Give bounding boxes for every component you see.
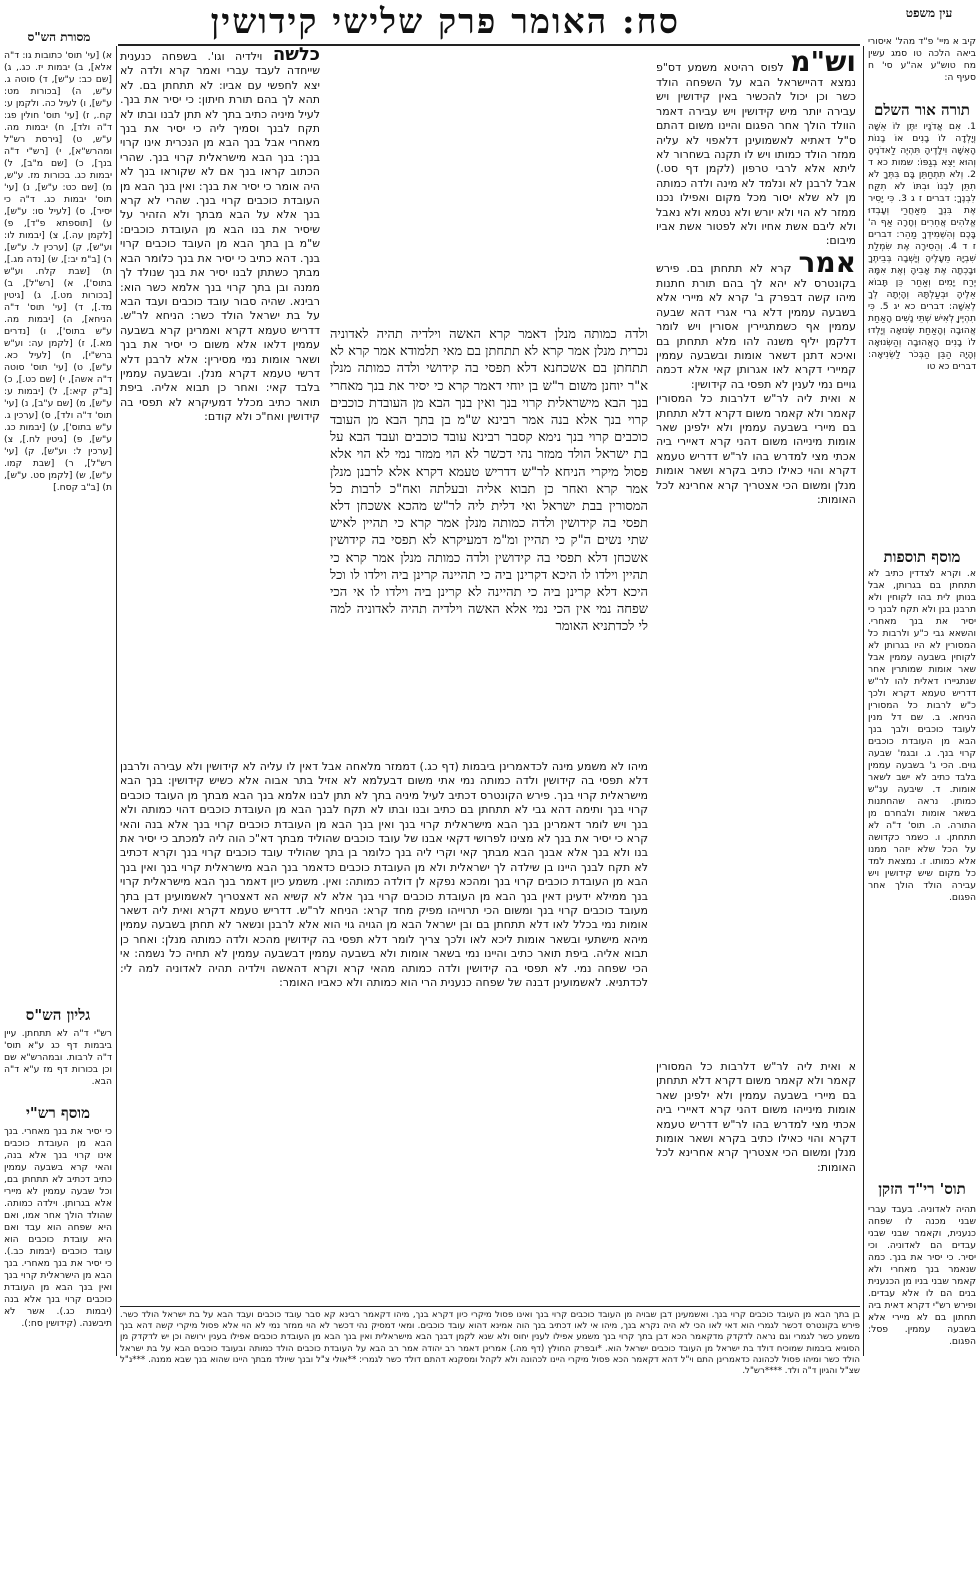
footnotes [120, 1310, 860, 1422]
page-title: סח: האומר פרק שלישי קידושין [210, 2, 680, 42]
tosafot-text-3: א ואית ליה לר"ש דלרבות כל המסורין קאמר ולא קאמר משום דקרא דלא תתחתן בם מיירי בשבעה עממין ולא ילפינן שאר אומות מינייהו משום דהני קרא דאיירי ביה אכתי מצי למדרש בהו לר"ש דדריש טעמא דקרא והוי כאילו כתיב בקרא ושאר אומות מנלן ומשום הכי אצטריך קרא אחרינא לכל האומות: [656, 392, 856, 506]
torah-or-heading: תורה אור השלם [874, 101, 970, 119]
musaf-rashi-column [4, 1126, 112, 1329]
rashi-left-column [120, 44, 321, 758]
rashi-text: וילדיה וגו'. בשפחה כנענית שייחדה לעבד עברי ואמר קרא ולדה לא יצא לחפשי עם אביו: לא תתחתן בם. לא תהא לך בהם תורת חיתון: כי יסיר את בנך. לעיל מיניה כתיב בתך לא תתן לבנו ובתו לא תקח לבנך וסמיך ליה כי יסיר את בנך מאחרי אבל בנך הבא מן הנכרית אינו קרוי בנך: בנך הבא מישראלית קרוי בנך. שהרי הכתוב קראו בנך אם לא שקוראו בנך לא היה אומר כי יסיר את בנך: ואין בנך הבא מן העובדת כוכבים קרוי בנך. שהרי לא קרא בנך אלא על הבא מבתך ולא הזהיר על שיסיר את בנו הבא מן העובדת כוכבים: ש"מ בן בתך הבא מן העובד כוכבים קרוי בנך. דהא כתיב כי יסיר את בנך כלומר הבא מבתך כשתתן לבנו יסיר את בנך שנולד לך ממנה ובן בתך קרוי בנך אלמא כשר הוא: רבינא. שהיה סבור עובד כוכבים ועבד הבא על בת ישראל הולד כשר: הניחא לר"ש. דדריש טעמא דקרא ואמרינן קרא בשבעה עממין דלאו אלא משום כי יסיר את בנך ושאר אומות נמי מסירין: אלא לרבנן דלא דרשי טעמא דקרא מנלן. ובשבעה עממין בלבד קאי: ואחר כן תבוא אליה. ביפת תואר כתיב מכלל דמעיקרא לא תפסי בה קידושין ואח"כ ולא קודם: [120, 50, 320, 424]
left-column-rule [116, 46, 117, 1356]
ein-mishpat-label: עין משפט [905, 6, 953, 20]
musaf-tosafot-heading: מוסף תוספות [883, 548, 961, 566]
gemara-block [330, 326, 648, 756]
commentary-bottom [120, 760, 648, 1302]
tos-rid-column [868, 1204, 976, 1404]
musaf-rashi-heading: מוסף רש"י [26, 1104, 90, 1122]
footnote-rule [120, 1306, 860, 1307]
musaf-tosafot-text: א. וקרא לצדדין כתיב לא תתחתן בם בגרותן, אבל בנותן לית בהו לקוחין ולא תרבנן בנן ולא תקח לבנך כי יסיר את בנך מאחרי. והשאא גבי כ"ע ולרבות כל המסורין לא היו בגרותן לא לקוחין בשבעה עממין אבל שאר אומות שמותרין אחר שנתגיירו דאלית להו לר"ש דדריש טעמא דקרא ולכך כ"ש לרבות כל המסורין הניחא. ב. שם דל מנין לעובד כוכבים ולבך בנך הבא מן העובדת כוכבים קרוי בנך. ג. ובגמ' שבעה גוים. הכי ג' בשבעה עממין בלבד כתיב לא ישב לשאר אומות. ד. שיבעה ענ"ש כמותן. נראה שהחתנות בשאר אומות ולבחרם מן התורה. ה. תוס' ד"ה לא תתחתן. ו. כשמר כקדושה על הכל שלא יזהר ממנו אלא כמותו. ז. נמצאת למד כל מקום שיש קידושין ויש עבירה הולד הולך אחר הפגום. [868, 568, 976, 903]
tosafot-lead-word-2: אמר [798, 245, 856, 279]
tosafot-lead-word: וש"מ [790, 45, 856, 78]
musaf-tosafot-column [868, 568, 976, 1580]
masoret-column [4, 50, 112, 1000]
torah-or-text: 1. אִם אֲדֹנָיו יִתֶּן לוֹ אִשָּׁה וְיָלְדָה לוֹ בָנִים אוֹ בָנוֹת הָאִשָּׁה וִילָדֶיהָ תִּהְיֶה לַאדֹנֶיהָ וְהוּא יֵצֵא בְגַפּוֹ: שמות כא ד 2. וְלֹא תִתְחַתֵּן בָּם בִּתְּךָ לֹא תִתֵּן לִבְנוֹ וּבִתּוֹ לֹא תִקַּח לִבְנֶךָ: דברים ז ג 3. כִּי יָסִיר אֶת בִּנְךָ מֵאַחֲרַי וְעָבְדוּ אֱלֹהִים אֲחֵרִים וְחָרָה אַף ה' בָּכֶם וְהִשְׁמִידְךָ מַהֵר: דברים ז ד 4. וְהֵסִירָה אֶת שִׂמְלַת שִׁבְיָהּ מֵעָלֶיהָ וְיָשְׁבָה בְּבֵיתֶךָ וּבָכְתָה אֶת אָבִיהָ וְאֶת אִמָּהּ יֶרַח יָמִים וְאַחַר כֵּן תָּבוֹא אֵלֶיהָ וּבְעַלְתָּהּ וְהָיְתָה לְךָ לְאִשָּׁה: דברים כא יג 5. כִּי תִהְיֶיןָ לְאִישׁ שְׁתֵּי נָשִׁים הָאַחַת אֲהוּבָה וְהָאַחַת שְׂנוּאָה וְיָלְדוּ לוֹ בָנִים הָאֲהוּבָה וְהַשְּׂנוּאָה וְהָיָה הַבֵּן הַבְּכֹר לַשְּׂנִיאָה: דברים כא טו [868, 121, 976, 372]
ein-mishpat-header [884, 6, 974, 20]
tosafot-right-bottom-text: א ואית ליה לר"ש דלרבות כל המסורין קאמר ולא קאמר משום דקרא דלא תתחתן בם מיירי בשבעה עממין ולא ילפינן שאר אומות מינייהו משום דהני קרא דאיירי ביה אכתי מצי למדרש בהו לר"ש דדריש טעמא דקרא והוי כאילו כתיב בקרא ושאר אומות מנלן ומשום הכי אצטריך קרא אחרינא לכל האומות: [656, 1060, 856, 1174]
footnotes-text: בן בתך הבא מן העובד כוכבים קרוי בנך. ואשמעינן דבן שבויה מן העובד כוכבים קרוי בנך ואינו פסול מיקרי כיון דקרא בנך, מיהו דקאמר רבינא קא סבר עובד כוכבים ועבד הבא על בת ישראל הולד כשר. פירש בקונטרס דכשר לגמרי הוא דאי לאו הכי לא היה נקרא בנך, מיהו אי לאו דכתיב בנך הוה אמינא דהוא עובד כוכבים. ומאי דמסיק נהי דכשר לא הוי ממזר נמי לא הוי אלא פסול מיקרי קשה דהא בנך משמע כשר לגמרי וגם נראה לדקדק מדקאמר הכא דבן בתך קרוי בנך משמע אפילו לענין יחוס ולא שנא לקמן דבנך הבא מישראלית ואין בנך הבא מן העובדת כוכבים אפילו בענין ירושה וכן יש לדקדק מן הסוגיא ביבמות שמוכיח דולד בת ישראל מן העובד כוכבים ישראל הוא. *ובפרק החולץ (דף מה.) אמרינן דאמר רב יהודה אמר רב הבא על העובדת כוכבים הולד כמותה ובעובד כוכבים הבא על בת ישראל הולד כשר ומיהו פסול לכהונה כדאמרינן התם וי"ל דהא דקאמר הכא פסול מיקרי היינו לכהונה ולא לקהל ומסקנא דהתם דולד כשר לגמרי: **אולי צ"ל ובנך שיולד מבתך היינו שהוא בנך שבא ממנה. ***נ"ל שצ"ל והגיון ד"ה ולד. ****רש"ל. [120, 1310, 860, 1377]
tos-rid-text: תהיה לאדוניה. בעבד עברי שבני מכנה לו שפחה כנענית, וקאמר שבני שבני עבדים הם לאדוניה. וכי יסיר. כי יסיר את בנך. כמה שנאמר בנך מאחרי ולא קאמר שבני בניו מן הכנענית בנים הם לו אלא עבדים. ופירש רש"י דקרא דאית ביה תחתון בם לא מיירי אלא בשבעה עממין. פסל: הפגום. [868, 1204, 976, 1347]
gemara-text-a: ולדה כמותה מנלן דאמר קרא האשה וילדיה תהיה לאדוניה נכרית מנלן אמר קרא לא תתחתן בם מאי תלמודא אמר קרא לא תתחתן בם אשכחנא דלא תפסי בה קידושי ולדה כמותה מנלן א"ר יוחנן משום ר"ש בן יוחי דאמר קרא כי יסיר את בנך מאחרי בנך הבא מישראלית קרוי בנך ואין בנך הבא מן העובדת כוכבים קרוי בנך אלא בנה אמר רבינא ש"מ בן בתך הבא מן העובד כוכבים קרוי בנך נימא קסבר רבינא עובד כוכבים ועבד הבא על בת ישראל הולד ממזר נהי דכשר לא הוי ממזר נמי לא הוי אלא פסול מיקרי הניחא לר"ש דדריש טעמא דקרא אלא לרבנן מנלן אמר קרא ואחר כן תבוא אליה ובעלתה ואח"כ לרבות כל המסורין בבת ישראל ואי דלית ליה לר"ש מהכא אשכחן דלא תפסי בה קידושין ולדה כמותה מנלן [330, 327, 648, 532]
tosafot-right-column [656, 45, 856, 1058]
gemara-text-b: אמר קרא כי תהיין לאיש שתי נשים ה"ק כי תהיין ומ"מ דמעיקרא לא תפסי בה קידושין אשכחן דלא תפסי בה קידושין ולדה כמותה מנלן אמר קרא כי תהיין וילדו לו היכא דקרינן ביה כי תהיינה קרינן ביה וילדו לו וכל היכא דלא קרינן ביה כי תהיינה לא קרינן ביה וילדו לו אי הכי שפחה נמי אין הכי נמי אלא האשה וילדיה תהיה לאדוניה למה לי לכדתניא האומר [330, 516, 648, 635]
musaf-rashi-text: כי יסיר את בנך מאחרי. בנך הבא מן העובדת כוכבים אינו קרוי בנך אלא בנה, והאי קרא בשבעה עממין כתיב דכתיב לא תתחתן בם, וכל שבעה עממין לא מיירי אלא בגרותן. וילדה כמותה. שהולד הולך אחר אמו, ואם היא שפחה הוא עבד ואם היא עובדת כוכבים הוא עובד כוכבים (יבמות כב.). כי יסיר את בנך מאחרי. בנך הבא מן הישראלית קרוי בנך ואין בנך הבא מן העובדת כוכבים קרוי בנך אלא בנה (יבמות כג.). אשר לא תיבשנה. (קידושין סח:). [4, 1126, 112, 1329]
gilyon-column [4, 1028, 112, 1087]
ein-mishpat-column [868, 36, 976, 96]
right-column-rule [863, 46, 864, 1356]
rashi-lead-word: כלשה [272, 44, 321, 65]
masoret-text: א) [עי' תוס' כתובות גו: ד"ה אלא], ב) יבמות יז. כג., ג) [שם כב: ע"ש], ד) סוטה ג. ע"ש, ה) [בכורות מט: ע"ש], ו) לעיל כה. ולקמן ע: קח., ז) [עי' תוס' חולין פג: ד"ה ולד], ח) יבמות מה. ע"ש, ט) [גירסת רש"ל ומהרש"א], י) [רש"י ד"ה בנך], כ) [שם מ"ב], ל) יבמות כג. בכורות מז. ע"ש, מ) [שם כט: ע"ש], נ) [עי' תוס' יבמות כג. ד"ה כי יסיר], ס) [לעיל סו: ע"ש], ע) [תוספתא פ"ד], פ) [לקמן עה.], צ) [יבמות לו: וע"ש], ק) [ערכין ל. ע"ש], ר) [ב"מ יב:], ש) [נדה מג.], ת) [שבת קלח. וע"ש בתוס'], א) [רש"ל], ב) [בכורות מט.], ג) [גיטין מד.], ד) [עי' תוס' ד"ה הניחא], ה) [יבמות מה. ע"ש בתוס'], ו) [נדרים מא.], ז) [לקמן עה: וע"ש ברש"י], ח) [לעיל כא. ע"ש], ט) [עי' תוס' סוטה ד"ה אשה], י) [שם כט.], כ) [ב"ק קיא:], ל) [יבמות ע: ע"ש], מ) [שם ע"ב], נ) [עי' תוס' ד"ה ולד], ס) [ערכין ג. ע"ש בתוס'], ע) [יבמות כג. ע"ש], פ) [גיטין לח.], צ) [ערכין ל: וע"ש], ק) [עי' רש"ל], ר) [שבת קמו. ע"ש], ש) [לקמן סט. ע"ש], ת) [ב"ב קסח.] [4, 50, 112, 493]
gilyon-text: רש"י ד"ה לא תתחתן. עיין ביבמות דף כג ע"א תוס' ד"ה לרבות. ובמהרש"א שם וכן בכורות דף מז ע"א ד"ה הבא. [4, 1028, 112, 1087]
tosafot-right-bottom [656, 1060, 856, 1302]
tos-rid-heading: תוס' רי"ד הזקן [868, 1180, 976, 1199]
header-rule [118, 44, 860, 46]
commentary-bottom-text: מיהו לא משמע מינה לכדאמרינן ביבמות (דף כג.) דממזר מלאחה אבל דאין לו עליה לא קידושין ולא עבירה ולרבנן דלא תפסי בה קידושין ולדה כמותה נמי אתי משום דבעלמא לא אזיל בתר אבוה אלא כשיש קידושין: בנך הבא מישראלית קרוי בנך. פירש הקונטרס דכתיב לעיל מיניה בתך לא תתן לבנו אלמא בנך הבא מבתך מן העובד כוכבים קרוי בנך ותימה דהא גבי לא תתחתן בם כתיב ובנו ובתו לא תקח לבנך הבא מן העובדת כוכבים דהוי כמותה ולא בנך ויש לומר דאמרינן בנך הבא מישראלית קרוי בנך ואין בנך הבא מן העובדת כוכבים קרוי בנך אלא בנה והאי קרא כי יסיר את בנך לא מצינו לפרושי דקאי אבנו של עובד כוכבים שהוליד מבתך דא"כ הוה ליה למכתב כי יסיר את בנו ולא בנך אלא אבנך הבא מבתך קאי וקרי ליה בנך כלומר בן בתך שהוליד עובד כוכבים קרוי בנך וקרא דכתיב לא תקח לבנך היינו בן שילדה לך ישראלית ולא מן העובדת כוכבים כדאמר בנך הבא מישראלית קרוי בנך ואין בנך הבא מן העובדת כוכבים קרוי בנך ומהכא נפקא לן דולדה כמותה: ואין. משמע כיון דאמר בנך הבא מישראלית קרוי בנך ממילא ידעינן דאין בנך הבא מן העובדת כוכבים קרוי בנך אלא לא קשיא הא דאצטריך לאשמועינן דבן בתך מעובד כוכבים קרוי בנך ומשום הכי תרוייהו מפיק מחד קרא: הניחא לר"ש. דדריש טעמא דקרא ואית ליה דשאר אומות נמי בכלל לאו דלא תתחתן בם ובן ישראל הבא מן הגויה גוי הוא אלא לרבנן ונשאר לא תחתן בשבעה עממין מיהא מישתעי ובשאר אומות ליכא לאו ולכך צריך לומר דלא תפסי בה קידושין מהכא ולדה כמותה מנלן: ואחר כן תבוא אליה. ביפת תואר כתיב והיינו נמי בשאר אומות ולא בשבעה עממין דבשבעה עממין לא תחיה כל נשמה: אי הכי שפחה נמי. לא תפסי בה קידושין ולדה כמותה מהאי קרא וקרא דהאשה וילדיה תהיה לאדוניה למה לי: לכדתניא. לאשמועינן דבנה של שפחה כנענית הרי הוא כמותה ולא כאביו האומר: [120, 760, 648, 990]
torah-or-column [868, 121, 976, 525]
tosafot-text-2: קרא לא תתחתן בם. פירש בקונטרס לא יהא לך בהם תורת חתנות מיהו קשה דבפרק ב' קרא לא מיירי אלא בשבעה עממין דלא גרי אגרי דהא שבעה עממין אף כשמתגיירין אסורין ויש לומר דלקמן יליף משנה להו מלא תתחתן בם ואיכא דתנן דשאר אומות ובשבעה עממין קמיירי דקרא לאו אגרותן קאי אלא דכמה גויים נמי לענין לא תפסי בה קידושין: [656, 261, 856, 391]
gilyon-heading: גליון הש"ס [25, 1006, 91, 1024]
ein-mishpat-text: קיב א מיי' פ"ד מהל' איסורי ביאה הלכה טו סמג עשין מח טוש"ע אה"ע סי' ח סעיף ה: [868, 36, 976, 83]
tosafot-text-1: לפוס רהיטא משמע דס"פ נמצא דהיישראל הבא על השפחה הולד כשר וכן יכול להכשיר באין קידושין ויש עבירה יותר מיש קידושין ויש עבירה דאמר הוולד הולך אחר הפגום והיינו משום דהתם ס"ל דאתיא לאשמועינן דלאפוי לא עליה ממזר הולד כמותו ויש לו תקנה בשחרור לא ליתא אלא לרבי טרפון (לקמן דף סט.) אבל לרבנן לא ונלמד לא מינה ולדה כמותה מן לא שלא יסור מכל מקום ואפילו נכנו ממזר לא הוי ולא יורש ולא נטמא ולא נאבל ולא ליבם אשת אחיו ולא לפטור אשת אביו מיבום: [656, 61, 856, 248]
masoret-header: מסורת הש"ס [27, 30, 91, 44]
